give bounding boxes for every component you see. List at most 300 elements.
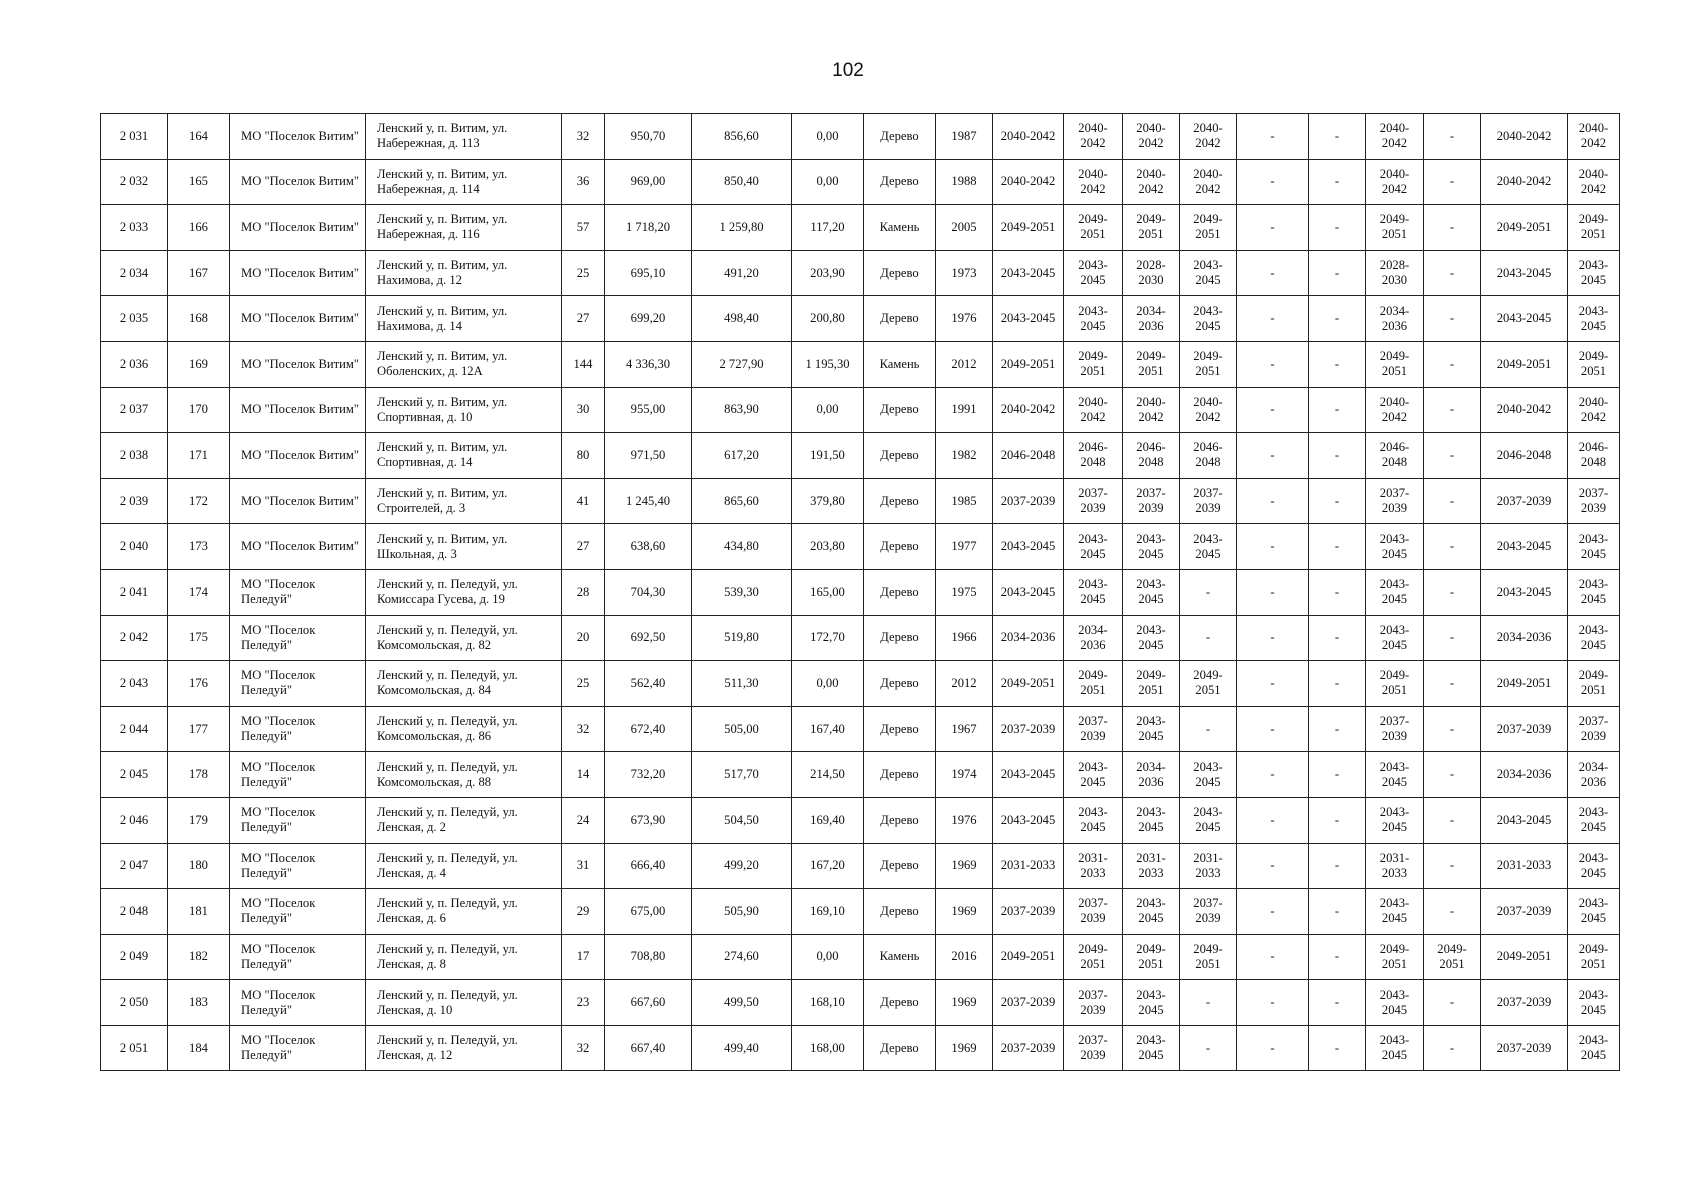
row-number-cell: 2 032 — [101, 159, 168, 205]
year-built-cell: 1987 — [936, 114, 993, 160]
table-row — [101, 1025, 1620, 1071]
plan-period-3-cell: 2037-2039 — [1123, 478, 1180, 524]
year-built-cell: 1977 — [936, 524, 993, 570]
plan-period-7-cell: 2040-2042 — [1366, 114, 1424, 160]
plan-period-7-cell: 2028-2030 — [1366, 250, 1424, 296]
plan-period-1-cell: 2037-2039 — [993, 980, 1064, 1026]
list-number-cell: 170 — [168, 387, 230, 433]
residents-cell: 24 — [562, 797, 605, 843]
plan-period-10-cell: 2043-2045 — [1568, 797, 1620, 843]
plan-period-5-cell: - — [1237, 159, 1309, 205]
plan-period-10-cell: 2034-2036 — [1568, 752, 1620, 798]
plan-period-5-cell: - — [1237, 615, 1309, 661]
table-row — [101, 615, 1620, 661]
plan-period-9-cell: 2037-2039 — [1481, 706, 1568, 752]
plan-period-10-cell: 2037-2039 — [1568, 706, 1620, 752]
plan-period-3-cell: 2043-2045 — [1123, 797, 1180, 843]
plan-period-4-cell: 2043-2045 — [1180, 752, 1237, 798]
plan-period-6-cell: - — [1309, 980, 1366, 1026]
address-cell: Ленский у, п. Витим, ул. Набережная, д. 114 — [366, 159, 562, 205]
table-row — [101, 569, 1620, 615]
plan-period-8-cell: - — [1424, 205, 1481, 251]
municipality-cell: МО "Поселок Пеледуй" — [230, 661, 366, 707]
plan-period-3-cell: 2040-2042 — [1123, 114, 1180, 160]
living-area-cell: 499,40 — [692, 1025, 792, 1071]
total-area-cell: 950,70 — [605, 114, 692, 160]
plan-period-10-cell: 2043-2045 — [1568, 296, 1620, 342]
plan-period-2-cell: 2049-2051 — [1064, 205, 1123, 251]
plan-period-1-cell: 2043-2045 — [993, 296, 1064, 342]
plan-period-6-cell: - — [1309, 569, 1366, 615]
living-area-cell: 274,60 — [692, 934, 792, 980]
wall-material-cell: Дерево — [864, 706, 936, 752]
plan-period-10-cell: 2043-2045 — [1568, 980, 1620, 1026]
list-number-cell: 164 — [168, 114, 230, 160]
table-row — [101, 706, 1620, 752]
living-area-cell: 499,50 — [692, 980, 792, 1026]
plan-period-6-cell: - — [1309, 797, 1366, 843]
wall-material-cell: Дерево — [864, 661, 936, 707]
table-row — [101, 752, 1620, 798]
plan-period-10-cell: 2040-2042 — [1568, 387, 1620, 433]
plan-period-9-cell: 2049-2051 — [1481, 934, 1568, 980]
municipality-cell: МО "Поселок Пеледуй" — [230, 752, 366, 798]
wall-material-cell: Дерево — [864, 569, 936, 615]
plan-period-1-cell: 2049-2051 — [993, 205, 1064, 251]
living-area-cell: 499,20 — [692, 843, 792, 889]
plan-period-2-cell: 2034-2036 — [1064, 615, 1123, 661]
plan-period-8-cell: - — [1424, 478, 1481, 524]
wall-material-cell: Камень — [864, 934, 936, 980]
list-number-cell: 176 — [168, 661, 230, 707]
plan-period-9-cell: 2031-2033 — [1481, 843, 1568, 889]
plan-period-1-cell: 2031-2033 — [993, 843, 1064, 889]
row-number-cell: 2 034 — [101, 250, 168, 296]
year-built-cell: 1976 — [936, 797, 993, 843]
year-built-cell: 1991 — [936, 387, 993, 433]
row-number-cell: 2 040 — [101, 524, 168, 570]
municipality-cell: МО "Поселок Витим" — [230, 114, 366, 160]
plan-period-3-cell: 2028-2030 — [1123, 250, 1180, 296]
residents-cell: 28 — [562, 569, 605, 615]
plan-period-5-cell: - — [1237, 205, 1309, 251]
list-number-cell: 184 — [168, 1025, 230, 1071]
list-number-cell: 182 — [168, 934, 230, 980]
address-cell: Ленский у, п. Витим, ул. Строителей, д. 3 — [366, 478, 562, 524]
year-built-cell: 1969 — [936, 980, 993, 1026]
municipality-cell: МО "Поселок Пеледуй" — [230, 1025, 366, 1071]
non-living-area-cell: 379,80 — [792, 478, 864, 524]
plan-period-8-cell: - — [1424, 341, 1481, 387]
plan-period-9-cell: 2043-2045 — [1481, 524, 1568, 570]
living-area-cell: 539,30 — [692, 569, 792, 615]
plan-period-1-cell: 2049-2051 — [993, 341, 1064, 387]
total-area-cell: 562,40 — [605, 661, 692, 707]
plan-period-6-cell: - — [1309, 934, 1366, 980]
municipality-cell: МО "Поселок Витим" — [230, 524, 366, 570]
row-number-cell: 2 033 — [101, 205, 168, 251]
year-built-cell: 2012 — [936, 661, 993, 707]
plan-period-9-cell: 2046-2048 — [1481, 433, 1568, 479]
living-area-cell: 505,90 — [692, 889, 792, 935]
plan-period-9-cell: 2049-2051 — [1481, 205, 1568, 251]
non-living-area-cell: 1 195,30 — [792, 341, 864, 387]
plan-period-3-cell: 2046-2048 — [1123, 433, 1180, 479]
plan-period-4-cell: 2043-2045 — [1180, 797, 1237, 843]
plan-period-3-cell: 2049-2051 — [1123, 205, 1180, 251]
plan-period-6-cell: - — [1309, 341, 1366, 387]
non-living-area-cell: 172,70 — [792, 615, 864, 661]
year-built-cell: 1967 — [936, 706, 993, 752]
list-number-cell: 181 — [168, 889, 230, 935]
plan-period-5-cell: - — [1237, 341, 1309, 387]
plan-period-1-cell: 2043-2045 — [993, 752, 1064, 798]
non-living-area-cell: 214,50 — [792, 752, 864, 798]
table-row — [101, 387, 1620, 433]
plan-period-7-cell: 2031-2033 — [1366, 843, 1424, 889]
list-number-cell: 173 — [168, 524, 230, 570]
plan-period-1-cell: 2037-2039 — [993, 889, 1064, 935]
plan-period-10-cell: 2043-2045 — [1568, 250, 1620, 296]
municipality-cell: МО "Поселок Пеледуй" — [230, 797, 366, 843]
plan-period-6-cell: - — [1309, 478, 1366, 524]
year-built-cell: 1976 — [936, 296, 993, 342]
plan-period-10-cell: 2049-2051 — [1568, 934, 1620, 980]
table-row — [101, 524, 1620, 570]
plan-period-4-cell: 2049-2051 — [1180, 205, 1237, 251]
row-number-cell: 2 049 — [101, 934, 168, 980]
year-built-cell: 1985 — [936, 478, 993, 524]
municipality-cell: МО "Поселок Витим" — [230, 433, 366, 479]
plan-period-2-cell: 2037-2039 — [1064, 478, 1123, 524]
living-area-cell: 865,60 — [692, 478, 792, 524]
year-built-cell: 1974 — [936, 752, 993, 798]
row-number-cell: 2 041 — [101, 569, 168, 615]
total-area-cell: 955,00 — [605, 387, 692, 433]
municipality-cell: МО "Поселок Витим" — [230, 296, 366, 342]
living-area-cell: 850,40 — [692, 159, 792, 205]
total-area-cell: 1 245,40 — [605, 478, 692, 524]
year-built-cell: 1988 — [936, 159, 993, 205]
plan-period-6-cell: - — [1309, 752, 1366, 798]
plan-period-3-cell: 2043-2045 — [1123, 524, 1180, 570]
row-number-cell: 2 044 — [101, 706, 168, 752]
total-area-cell: 971,50 — [605, 433, 692, 479]
table-row — [101, 433, 1620, 479]
plan-period-7-cell: 2034-2036 — [1366, 296, 1424, 342]
plan-period-3-cell: 2043-2045 — [1123, 615, 1180, 661]
row-number-cell: 2 036 — [101, 341, 168, 387]
plan-period-3-cell: 2040-2042 — [1123, 387, 1180, 433]
municipality-cell: МО "Поселок Пеледуй" — [230, 615, 366, 661]
wall-material-cell: Камень — [864, 205, 936, 251]
plan-period-4-cell: 2037-2039 — [1180, 889, 1237, 935]
plan-period-4-cell: 2037-2039 — [1180, 478, 1237, 524]
plan-period-6-cell: - — [1309, 1025, 1366, 1071]
list-number-cell: 168 — [168, 296, 230, 342]
list-number-cell: 174 — [168, 569, 230, 615]
wall-material-cell: Дерево — [864, 296, 936, 342]
total-area-cell: 732,20 — [605, 752, 692, 798]
living-area-cell: 856,60 — [692, 114, 792, 160]
municipality-cell: МО "Поселок Витим" — [230, 205, 366, 251]
living-area-cell: 505,00 — [692, 706, 792, 752]
plan-period-4-cell: 2043-2045 — [1180, 524, 1237, 570]
residents-cell: 20 — [562, 615, 605, 661]
table-row — [101, 843, 1620, 889]
plan-period-5-cell: - — [1237, 797, 1309, 843]
municipality-cell: МО "Поселок Витим" — [230, 341, 366, 387]
plan-period-5-cell: - — [1237, 706, 1309, 752]
plan-period-6-cell: - — [1309, 205, 1366, 251]
row-number-cell: 2 045 — [101, 752, 168, 798]
total-area-cell: 969,00 — [605, 159, 692, 205]
plan-period-3-cell: 2034-2036 — [1123, 752, 1180, 798]
plan-period-9-cell: 2040-2042 — [1481, 159, 1568, 205]
plan-period-10-cell: 2046-2048 — [1568, 433, 1620, 479]
plan-period-2-cell: 2040-2042 — [1064, 387, 1123, 433]
address-cell: Ленский у, п. Витим, ул. Школьная, д. 3 — [366, 524, 562, 570]
plan-period-5-cell: - — [1237, 889, 1309, 935]
plan-period-4-cell: 2049-2051 — [1180, 934, 1237, 980]
wall-material-cell: Дерево — [864, 615, 936, 661]
plan-period-2-cell: 2046-2048 — [1064, 433, 1123, 479]
plan-period-1-cell: 2046-2048 — [993, 433, 1064, 479]
plan-period-8-cell: - — [1424, 752, 1481, 798]
plan-period-8-cell: - — [1424, 1025, 1481, 1071]
housing-registry-table — [100, 113, 1620, 1071]
list-number-cell: 165 — [168, 159, 230, 205]
plan-period-5-cell: - — [1237, 1025, 1309, 1071]
year-built-cell: 1969 — [936, 1025, 993, 1071]
plan-period-5-cell: - — [1237, 250, 1309, 296]
plan-period-8-cell: - — [1424, 114, 1481, 160]
municipality-cell: МО "Поселок Пеледуй" — [230, 569, 366, 615]
plan-period-1-cell: 2040-2042 — [993, 387, 1064, 433]
plan-period-3-cell: 2043-2045 — [1123, 889, 1180, 935]
year-built-cell: 2012 — [936, 341, 993, 387]
plan-period-10-cell: 2043-2045 — [1568, 843, 1620, 889]
row-number-cell: 2 042 — [101, 615, 168, 661]
address-cell: Ленский у, п. Витим, ул. Нахимова, д. 12 — [366, 250, 562, 296]
year-built-cell: 2005 — [936, 205, 993, 251]
total-area-cell: 704,30 — [605, 569, 692, 615]
total-area-cell: 672,40 — [605, 706, 692, 752]
residents-cell: 144 — [562, 341, 605, 387]
plan-period-1-cell: 2034-2036 — [993, 615, 1064, 661]
residents-cell: 32 — [562, 706, 605, 752]
table-row — [101, 250, 1620, 296]
total-area-cell: 692,50 — [605, 615, 692, 661]
row-number-cell: 2 050 — [101, 980, 168, 1026]
wall-material-cell: Дерево — [864, 387, 936, 433]
plan-period-7-cell: 2043-2045 — [1366, 797, 1424, 843]
wall-material-cell: Дерево — [864, 797, 936, 843]
non-living-area-cell: 167,20 — [792, 843, 864, 889]
plan-period-1-cell: 2043-2045 — [993, 250, 1064, 296]
plan-period-7-cell: 2037-2039 — [1366, 478, 1424, 524]
table-row — [101, 205, 1620, 251]
table-row — [101, 341, 1620, 387]
municipality-cell: МО "Поселок Пеледуй" — [230, 706, 366, 752]
residents-cell: 32 — [562, 114, 605, 160]
plan-period-6-cell: - — [1309, 889, 1366, 935]
plan-period-5-cell: - — [1237, 661, 1309, 707]
plan-period-9-cell: 2037-2039 — [1481, 1025, 1568, 1071]
address-cell: Ленский у, п. Витим, ул. Спортивная, д. 10 — [366, 387, 562, 433]
year-built-cell: 1969 — [936, 843, 993, 889]
plan-period-10-cell: 2049-2051 — [1568, 205, 1620, 251]
municipality-cell: МО "Поселок Витим" — [230, 250, 366, 296]
table-row — [101, 478, 1620, 524]
plan-period-6-cell: - — [1309, 524, 1366, 570]
row-number-cell: 2 037 — [101, 387, 168, 433]
plan-period-3-cell: 2049-2051 — [1123, 341, 1180, 387]
list-number-cell: 172 — [168, 478, 230, 524]
plan-period-5-cell: - — [1237, 296, 1309, 342]
row-number-cell: 2 035 — [101, 296, 168, 342]
plan-period-1-cell: 2049-2051 — [993, 934, 1064, 980]
plan-period-6-cell: - — [1309, 159, 1366, 205]
plan-period-6-cell: - — [1309, 661, 1366, 707]
plan-period-3-cell: 2043-2045 — [1123, 980, 1180, 1026]
total-area-cell: 673,90 — [605, 797, 692, 843]
address-cell: Ленский у, п. Пеледуй, ул. Ленская, д. 10 — [366, 980, 562, 1026]
non-living-area-cell: 203,90 — [792, 250, 864, 296]
plan-period-2-cell: 2043-2045 — [1064, 250, 1123, 296]
plan-period-5-cell: - — [1237, 478, 1309, 524]
plan-period-8-cell: - — [1424, 159, 1481, 205]
address-cell: Ленский у, п. Витим, ул. Набережная, д. 116 — [366, 205, 562, 251]
residents-cell: 27 — [562, 524, 605, 570]
year-built-cell: 1966 — [936, 615, 993, 661]
wall-material-cell: Дерево — [864, 250, 936, 296]
wall-material-cell: Камень — [864, 341, 936, 387]
living-area-cell: 498,40 — [692, 296, 792, 342]
non-living-area-cell: 0,00 — [792, 159, 864, 205]
non-living-area-cell: 169,40 — [792, 797, 864, 843]
address-cell: Ленский у, п. Пеледуй, ул. Комсомольская, д. 82 — [366, 615, 562, 661]
list-number-cell: 167 — [168, 250, 230, 296]
plan-period-5-cell: - — [1237, 843, 1309, 889]
plan-period-4-cell: - — [1180, 615, 1237, 661]
plan-period-9-cell: 2043-2045 — [1481, 569, 1568, 615]
non-living-area-cell: 200,80 — [792, 296, 864, 342]
total-area-cell: 667,40 — [605, 1025, 692, 1071]
list-number-cell: 175 — [168, 615, 230, 661]
plan-period-9-cell: 2034-2036 — [1481, 615, 1568, 661]
plan-period-10-cell: 2043-2045 — [1568, 1025, 1620, 1071]
plan-period-2-cell: 2049-2051 — [1064, 934, 1123, 980]
plan-period-4-cell: - — [1180, 706, 1237, 752]
plan-period-8-cell: - — [1424, 889, 1481, 935]
list-number-cell: 183 — [168, 980, 230, 1026]
living-area-cell: 519,80 — [692, 615, 792, 661]
plan-period-1-cell: 2043-2045 — [993, 524, 1064, 570]
plan-period-5-cell: - — [1237, 433, 1309, 479]
plan-period-8-cell: - — [1424, 250, 1481, 296]
plan-period-8-cell: - — [1424, 524, 1481, 570]
living-area-cell: 1 259,80 — [692, 205, 792, 251]
total-area-cell: 666,40 — [605, 843, 692, 889]
table-row — [101, 114, 1620, 160]
non-living-area-cell: 0,00 — [792, 114, 864, 160]
municipality-cell: МО "Поселок Витим" — [230, 159, 366, 205]
plan-period-4-cell: 2049-2051 — [1180, 661, 1237, 707]
plan-period-4-cell: 2046-2048 — [1180, 433, 1237, 479]
residents-cell: 30 — [562, 387, 605, 433]
non-living-area-cell: 168,10 — [792, 980, 864, 1026]
plan-period-2-cell: 2040-2042 — [1064, 159, 1123, 205]
list-number-cell: 179 — [168, 797, 230, 843]
plan-period-4-cell: - — [1180, 569, 1237, 615]
plan-period-7-cell: 2043-2045 — [1366, 752, 1424, 798]
plan-period-9-cell: 2040-2042 — [1481, 114, 1568, 160]
non-living-area-cell: 117,20 — [792, 205, 864, 251]
page-number: 102 — [832, 60, 864, 81]
table-row — [101, 797, 1620, 843]
non-living-area-cell: 168,00 — [792, 1025, 864, 1071]
plan-period-9-cell: 2043-2045 — [1481, 250, 1568, 296]
plan-period-8-cell: 2049-2051 — [1424, 934, 1481, 980]
plan-period-9-cell: 2037-2039 — [1481, 889, 1568, 935]
residents-cell: 29 — [562, 889, 605, 935]
plan-period-6-cell: - — [1309, 706, 1366, 752]
plan-period-8-cell: - — [1424, 433, 1481, 479]
plan-period-3-cell: 2043-2045 — [1123, 569, 1180, 615]
living-area-cell: 504,50 — [692, 797, 792, 843]
plan-period-6-cell: - — [1309, 296, 1366, 342]
residents-cell: 23 — [562, 980, 605, 1026]
plan-period-10-cell: 2037-2039 — [1568, 478, 1620, 524]
plan-period-5-cell: - — [1237, 387, 1309, 433]
residents-cell: 41 — [562, 478, 605, 524]
plan-period-8-cell: - — [1424, 706, 1481, 752]
plan-period-7-cell: 2043-2045 — [1366, 1025, 1424, 1071]
plan-period-7-cell: 2040-2042 — [1366, 159, 1424, 205]
plan-period-2-cell: 2049-2051 — [1064, 661, 1123, 707]
row-number-cell: 2 046 — [101, 797, 168, 843]
living-area-cell: 617,20 — [692, 433, 792, 479]
plan-period-3-cell: 2043-2045 — [1123, 1025, 1180, 1071]
residents-cell: 32 — [562, 1025, 605, 1071]
row-number-cell: 2 048 — [101, 889, 168, 935]
plan-period-4-cell: 2040-2042 — [1180, 159, 1237, 205]
plan-period-5-cell: - — [1237, 934, 1309, 980]
plan-period-2-cell: 2049-2051 — [1064, 341, 1123, 387]
total-area-cell: 699,20 — [605, 296, 692, 342]
total-area-cell: 1 718,20 — [605, 205, 692, 251]
wall-material-cell: Дерево — [864, 752, 936, 798]
municipality-cell: МО "Поселок Пеледуй" — [230, 843, 366, 889]
address-cell: Ленский у, п. Пеледуй, ул. Ленская, д. 6 — [366, 889, 562, 935]
plan-period-9-cell: 2034-2036 — [1481, 752, 1568, 798]
plan-period-7-cell: 2049-2051 — [1366, 661, 1424, 707]
plan-period-5-cell: - — [1237, 524, 1309, 570]
row-number-cell: 2 047 — [101, 843, 168, 889]
plan-period-4-cell: - — [1180, 980, 1237, 1026]
address-cell: Ленский у, п. Пеледуй, ул. Ленская, д. 4 — [366, 843, 562, 889]
row-number-cell: 2 038 — [101, 433, 168, 479]
living-area-cell: 511,30 — [692, 661, 792, 707]
list-number-cell: 177 — [168, 706, 230, 752]
row-number-cell: 2 039 — [101, 478, 168, 524]
plan-period-7-cell: 2046-2048 — [1366, 433, 1424, 479]
plan-period-4-cell: 2040-2042 — [1180, 387, 1237, 433]
wall-material-cell: Дерево — [864, 843, 936, 889]
non-living-area-cell: 169,10 — [792, 889, 864, 935]
plan-period-10-cell: 2049-2051 — [1568, 341, 1620, 387]
